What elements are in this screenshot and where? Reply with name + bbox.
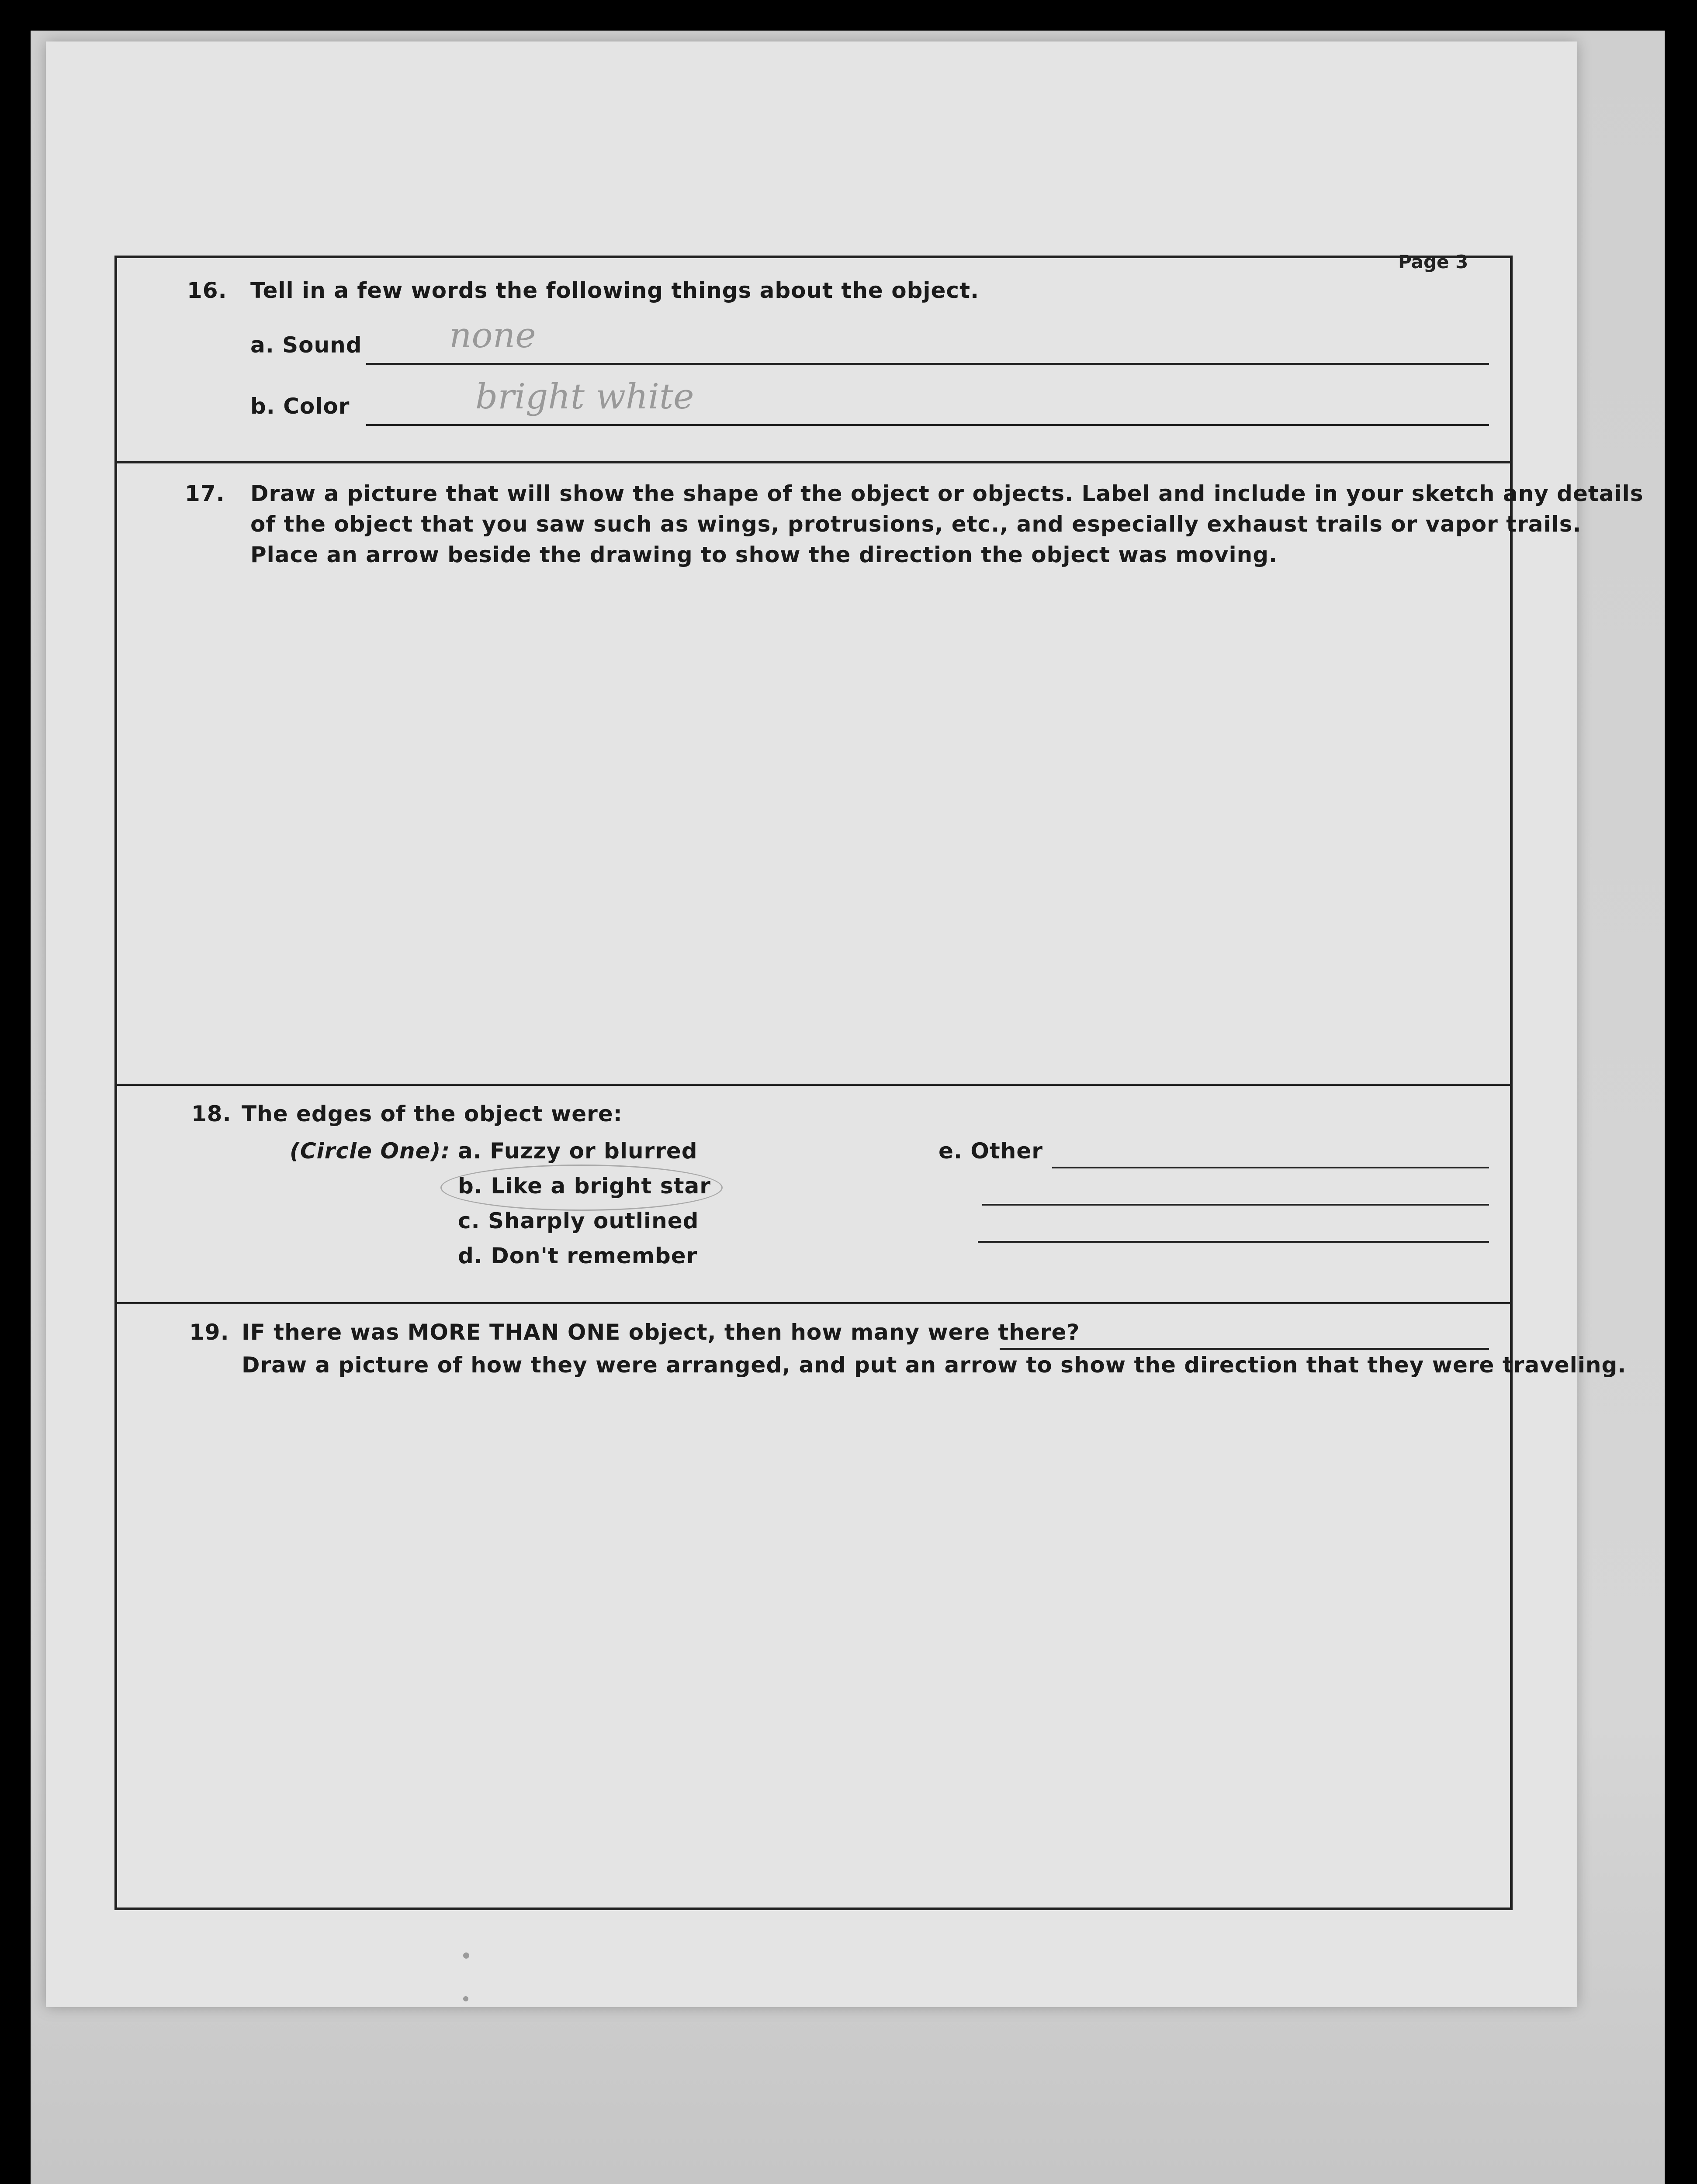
sound-answer-line [366,363,1489,365]
edge-option-bright-star[interactable]: b. Like a bright star [458,1173,711,1199]
page-number: Page 3 [1398,251,1468,273]
shape-drawing-area[interactable] [143,594,1480,1066]
q18-prompt: The edges of the object were: [242,1101,623,1127]
question-18-section [117,1086,1510,1304]
sound-answer[interactable]: none [449,315,536,356]
q19-line-2: Draw a picture of how they were arranged, and put an arrow to show the direction that they were traveling. [242,1352,1627,1378]
q19-number: 19. [189,1320,229,1345]
color-label: b. Color [250,394,350,419]
color-answer[interactable]: bright white [475,376,694,417]
q16-prompt: Tell in a few words the following things about the object. [250,278,979,303]
q16-number: 16. [187,278,227,303]
question-16-section [117,258,1510,463]
arrangement-drawing-area[interactable] [143,1400,1480,1890]
q17-number: 17. [185,481,225,506]
q17-line-2: of the object that you saw such as wings, protrusions, etc., and especially exhaust trails or vapor trails. [250,511,1582,537]
q17-line-1: Draw a picture that will show the shape of the object or objects. Label and include in your sketch any details [250,481,1644,506]
circled-answer-mark [440,1165,723,1211]
other-line-3[interactable] [978,1241,1489,1243]
object-count-line[interactable] [1000,1348,1489,1350]
other-line-2[interactable] [982,1204,1489,1206]
circle-one-label: (Circle One): [290,1138,450,1164]
scan-speck [463,1952,469,1959]
question-17-section [117,463,1644,1086]
edge-option-fuzzy[interactable]: a. Fuzzy or blurred [458,1138,698,1164]
questionnaire-form [114,256,1644,1910]
q18-number: 18. [191,1101,232,1127]
question-19-section [117,1304,1627,1911]
sound-label: a. Sound [250,332,362,358]
q17-line-3: Place an arrow beside the drawing to show the direction the object was moving. [250,542,1278,567]
color-answer-line [366,424,1489,426]
scan-speck [463,1996,468,2001]
edge-option-dont-remember[interactable]: d. Don't remember [458,1243,698,1268]
edge-option-sharp[interactable]: c. Sharply outlined [458,1208,699,1234]
other-line-1[interactable] [1052,1167,1489,1168]
edge-option-other[interactable]: e. Other [939,1138,1043,1164]
q19-line-1: IF there was MORE THAN ONE object, then how many were there? [242,1320,1080,1345]
